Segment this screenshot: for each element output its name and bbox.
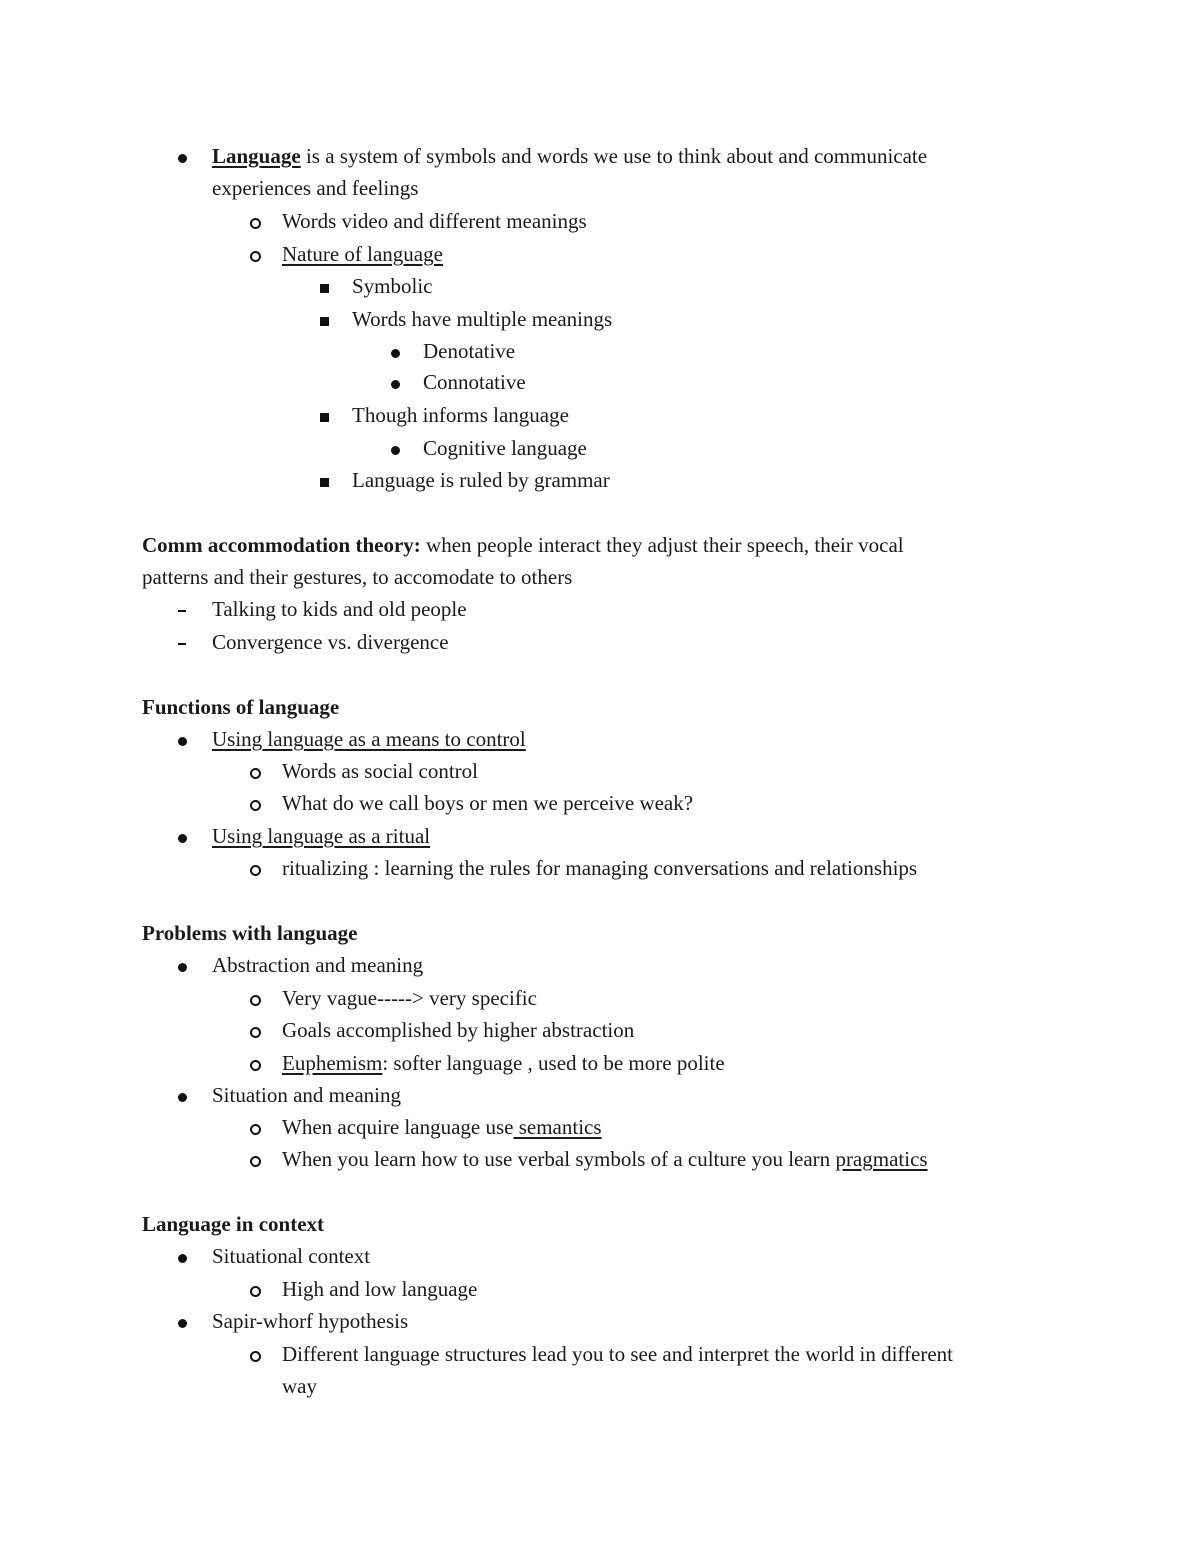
- list-item: Different language structures lead you to see and interpret the world in different: [282, 1342, 953, 1366]
- list-item: Sapir-whorf hypothesis: [212, 1309, 409, 1333]
- list-item: Very vague-----> very specific: [282, 986, 537, 1010]
- list-item: Cognitive language: [423, 436, 587, 460]
- bullet-circle-icon: [250, 1340, 261, 1368]
- list-item: ritualizing : learning the rules for managing conversations and relationships: [282, 856, 918, 880]
- bullet-square-icon: [320, 272, 329, 300]
- bullet-square-icon: [320, 305, 329, 333]
- list-item-cont: way: [282, 1374, 317, 1398]
- problems-heading: Problems with language: [142, 921, 358, 945]
- bullet-disc-icon: [178, 951, 187, 979]
- list-item: Convergence vs. divergence: [212, 630, 449, 654]
- bullet-circle-icon: [250, 789, 261, 817]
- comm-accommodation-paragraph: [142, 531, 904, 559]
- pragmatics-item: [282, 1145, 928, 1173]
- list-item: Though informs language: [352, 403, 569, 427]
- context-heading: Language in context: [142, 1212, 325, 1236]
- list-item: Abstraction and meaning: [212, 953, 424, 977]
- bullet-circle-icon: [250, 1145, 261, 1173]
- bullet-disc-icon: [178, 1307, 187, 1335]
- bullet-circle-icon: [250, 1113, 261, 1141]
- bullet-disc-icon: [178, 142, 187, 170]
- bullet-disc-icon: [178, 1081, 187, 1109]
- bullet-disc-icon: [391, 434, 400, 462]
- bullet-circle-icon: [250, 854, 261, 882]
- semantics-item: [282, 1113, 602, 1141]
- bullet-square-icon: [320, 401, 329, 429]
- list-item: High and low language: [282, 1277, 478, 1301]
- list-item: What do we call boys or men we perceive weak?: [282, 791, 694, 815]
- euphemism-item: [282, 1049, 725, 1077]
- list-item: Using language as a ritual: [212, 824, 431, 848]
- bullet-circle-icon: [250, 1275, 261, 1303]
- list-item: Words as social control: [282, 759, 479, 783]
- nature-of-language: Nature of language: [282, 242, 443, 266]
- bullet-circle-icon: [250, 1049, 261, 1077]
- bullet-square-icon: [320, 466, 329, 494]
- euphemism-text: : softer language , used to be more polite: [382, 1051, 725, 1075]
- bullet-disc-icon: [178, 725, 187, 753]
- bullet-circle-icon: [250, 207, 261, 235]
- bullet-disc-icon: [391, 368, 400, 396]
- bullet-disc-icon: [178, 822, 187, 850]
- comm-term: Comm accommodation theory:: [142, 533, 421, 557]
- pragmatics-text: When you learn how to use verbal symbols of a culture you learn: [282, 1147, 836, 1171]
- functions-heading: Functions of language: [142, 695, 340, 719]
- list-item: Goals accomplished by higher abstraction: [282, 1018, 635, 1042]
- list-item: Situational context: [212, 1244, 371, 1268]
- euphemism-term: Euphemism: [282, 1051, 383, 1075]
- pragmatics-term: pragmatics: [835, 1147, 928, 1171]
- bullet-circle-icon: [250, 1016, 261, 1044]
- bullet-disc-icon: [178, 1242, 187, 1270]
- bullet-disc-icon: [391, 337, 400, 365]
- language-term: Language: [212, 144, 301, 168]
- list-item: Using language as a means to control: [212, 727, 526, 751]
- list-item: Language is ruled by grammar: [352, 468, 610, 492]
- list-item: Words video and different meanings: [282, 209, 587, 233]
- list-item: Connotative: [423, 370, 526, 394]
- language-definition-cont: experiences and feelings: [212, 176, 419, 200]
- comm-text-cont: patterns and their gestures, to accomodate to others: [142, 565, 573, 589]
- bullet-dash-icon: [178, 628, 186, 656]
- list-item: Talking to kids and old people: [212, 597, 467, 621]
- language-definition: [212, 142, 927, 170]
- bullet-circle-icon: [250, 757, 261, 785]
- bullet-circle-icon: [250, 240, 261, 268]
- list-item: Situation and meaning: [212, 1083, 401, 1107]
- semantics-term: semantics: [513, 1115, 602, 1139]
- bullet-circle-icon: [250, 984, 261, 1012]
- bullet-dash-icon: [178, 595, 186, 623]
- semantics-text: When acquire language use: [282, 1115, 514, 1139]
- list-item: Words have multiple meanings: [352, 307, 613, 331]
- language-definition-text: is a system of symbols and words we use to think about and communicate: [300, 144, 928, 168]
- comm-text: when people interact they adjust their speech, their vocal: [420, 533, 904, 557]
- list-item: Symbolic: [352, 274, 433, 298]
- list-item: Denotative: [423, 339, 516, 363]
